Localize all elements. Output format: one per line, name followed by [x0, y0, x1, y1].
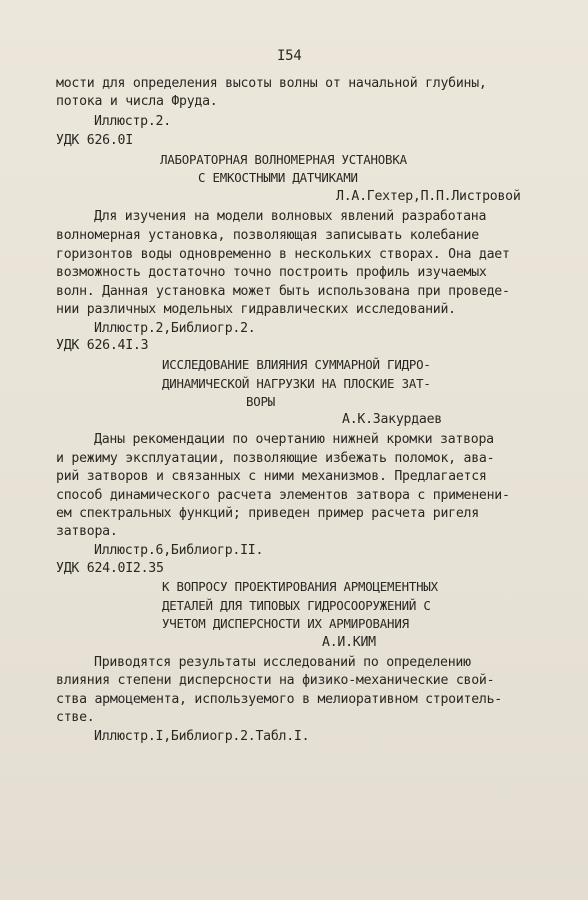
- udk-code: УДК 626.4I.3: [56, 338, 149, 353]
- body-line: рий затворов и связанных с ними механизмов. Предлагается: [56, 469, 487, 484]
- page-number: I54: [277, 48, 302, 64]
- article-title: ИССЛЕДОВАНИЕ ВЛИЯНИЯ СУММАРНОЙ ГИДРО-: [162, 357, 431, 372]
- body-line: мости для определения высоты волны от начальной глубины,: [56, 76, 487, 91]
- article-title: К ВОПРОСУ ПРОЕКТИРОВАНИЯ АРМОЦЕМЕНТНЫХ: [162, 579, 438, 594]
- body-line: стве.: [56, 710, 95, 725]
- illustration-note: Иллюстр.2.: [94, 114, 171, 129]
- body-line: волномерная установка, позволяющая записывать колебание: [56, 228, 479, 243]
- article-title: ЛАБОРАТОРНАЯ ВОЛНОМЕРНАЯ УСТАНОВКА: [160, 152, 407, 167]
- body-line: ства армоцемента, используемого в мелиоративном строитель-: [56, 692, 502, 707]
- body-line: Приводятся результаты исследований по определению: [94, 655, 471, 670]
- references-note: Иллюстр.2,Библиогр.2.: [94, 321, 256, 336]
- article-authors: Л.А.Гехтер,П.П.Листровой: [336, 189, 521, 204]
- references-note: Иллюстр.6,Библиогр.II.: [94, 543, 264, 558]
- body-line: нии различных модельных гидравлических исследований.: [56, 302, 456, 317]
- body-line: возможность достаточно точно построить профиль изучаемых: [56, 265, 487, 280]
- article-authors: А.К.Закурдаев: [342, 412, 442, 427]
- article-title: ВОРЫ: [246, 394, 276, 409]
- body-line: ем спектральных функций; приведен пример расчета ригеля: [56, 506, 479, 521]
- article-authors: А.И.КИМ: [322, 635, 376, 650]
- body-line: затвора.: [56, 524, 118, 539]
- article-title: ДИНАМИЧЕСКОЙ НАГРУЗКИ НА ПЛОСКИЕ ЗАТ-: [162, 376, 431, 391]
- body-line: способ динамического расчета элементов затвора с применени-: [56, 488, 510, 503]
- body-line: потока и числа Фруда.: [56, 94, 218, 109]
- body-line: и режиму эксплуатации, позволяющие избежать поломок, ава-: [56, 451, 495, 466]
- body-line: Для изучения на модели волновых явлений разработана: [94, 209, 487, 224]
- article-title: ДЕТАЛЕЙ ДЛЯ ТИПОВЫХ ГИДРОСООРУЖЕНИЙ С: [162, 598, 431, 613]
- body-line: горизонтов воды одновременно в нескольких створах. Она дает: [56, 247, 510, 262]
- udk-code: УДК 624.0I2.35: [56, 561, 164, 576]
- body-line: Даны рекомендации по очертанию нижней кромки затвора: [94, 432, 494, 447]
- body-line: волн. Данная установка может быть использована при проведе-: [56, 284, 510, 299]
- references-note: Иллюстр.I,Библиогр.2.Табл.I.: [94, 729, 310, 744]
- body-line: влияния степени дисперсности на физико-механические свой-: [56, 673, 495, 688]
- article-title: С ЕМКОСТНЫМИ ДАТЧИКАМИ: [198, 170, 358, 185]
- article-title: УЧЕТОМ ДИСПЕРСНОСТИ ИХ АРМИРОВАНИЯ: [162, 616, 409, 631]
- udk-code: УДК 626.0I: [56, 133, 133, 148]
